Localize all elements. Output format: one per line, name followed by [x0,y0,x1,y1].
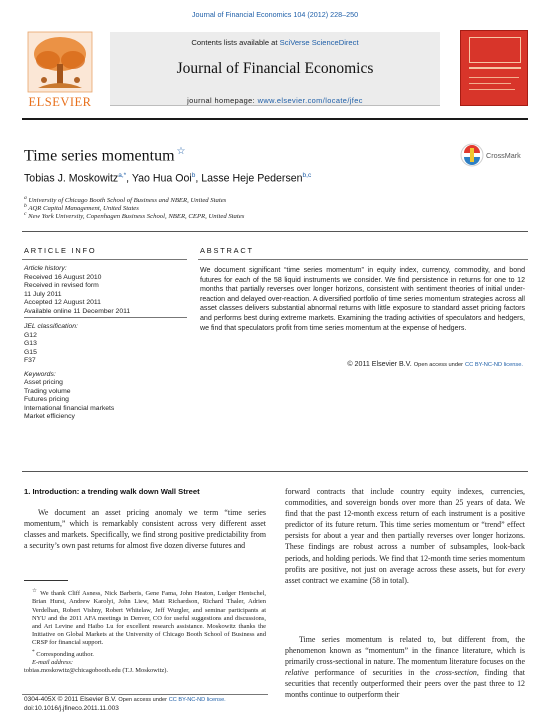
article-info-heading: ARTICLE INFO [24,246,97,255]
divider [198,259,528,260]
license-link[interactable]: CC BY-NC-ND license. [168,697,226,703]
jel-code: G13 [24,340,37,347]
article-info-panel [24,265,187,422]
paper-title [24,146,185,165]
affiliation-c [24,211,244,220]
footnote-divider [24,580,68,581]
cover-line [469,89,515,90]
affiliation-mark: a [24,195,27,201]
acknowledgment-footnote [24,587,266,648]
corresponding-author-note [24,648,266,659]
footnote-marker: * [32,648,35,655]
author-name[interactable]: Yao Hua Ooi [131,172,192,185]
cover-rule [469,67,521,69]
divider [22,231,528,232]
elsevier-wordmark: ELSEVIER [28,95,92,109]
contents-line [110,38,440,47]
open-access-prefix: Open access under [118,697,167,703]
copyright-text: © 2011 Elsevier B.V. [347,360,412,368]
divider [22,471,528,472]
author-name[interactable]: Lasse Heje Pedersen [201,172,303,185]
abstract-heading: ABSTRACT [200,246,254,255]
abstract-text: We document significant “time series momentum” in equity index, currency, commodity, and bond futures for [200,267,525,284]
keyword: Futures pricing [24,396,69,403]
cover-line [469,83,511,84]
affiliation-text: New York University, Copenhagen Business School, NBER, CEPR, United States [28,213,245,221]
sciencedirect-link[interactable]: SciVerse ScienceDirect [279,38,359,47]
jel-code: G15 [24,348,37,356]
journal-title: Journal of Financial Economics [176,60,374,77]
email-label: E-mail address: [32,658,74,666]
open-access-prefix: Open access under [413,362,464,368]
body-emphasis: cross-section [435,668,477,678]
body-emphasis: every [507,564,525,574]
divider [22,694,268,695]
intro-section-heading: 1. Introduction: a trending walk down Wall Street [24,487,200,496]
abstract-emphasis: each [235,276,251,284]
cover-title-box [469,37,521,63]
contents-prefix: Contents lists available at [191,38,278,47]
cover-line [469,77,519,78]
author-list: Tobias J. Moskowitz$^{a,*}$, Yao Hua Ooi$^b$, Lasse Heje Pedersen$^{b,c}$ [24,172,312,185]
journal-homepage-link[interactable]: www.elsevier.com/locate/jfec [257,96,363,105]
keyword: Asset pricing [24,379,63,386]
jel-label: JEL classification: [24,323,78,330]
abstract-body [200,266,525,333]
footnote-text: Corresponding author. [36,650,94,658]
author-affiliation-marker[interactable]: b [191,172,196,179]
body-paragraph [285,486,525,586]
history-item: 11 July 2011 [24,290,62,298]
issn-line [24,696,284,705]
doi[interactable]: doi:10.1016/j.jfineco.2011.11.003 [24,704,119,712]
author-name[interactable]: Tobias J. Moskowitz [24,172,119,185]
body-text: performance of securities in the [308,668,436,678]
copyright-line [200,360,523,368]
body-emphasis: relative [285,668,309,678]
footnote-marker: ☆ [32,588,38,594]
history-item: Received 16 August 2010 [24,273,102,281]
footnote-text: We thank Cliff Asness, Nick Barberis, Gene Fama, John Heaton, Ludger Hentschel, Brian Hurst, Andrew Karolyi, John Liew, Matt Richardson, Richard Thaler, Adrien Verdelhan, Robert Vishny, Robert Whitelaw, Jeff Wurgler, and seminar participants at NYU and the 2011 AFA meetings in Denver, CO for useful suggestions and discussions, and Ari Levine and Haibo Lu for excellent research assistance. Moskowitz thanks the Initiative on Global Markets at the University of Chicago Booth School of Business and CRSP for financial support. [32,590,266,647]
affiliation-text: University of Chicago Booth School of Business and NBER, United States [28,197,227,205]
affiliation-mark: c [24,211,27,217]
jel-code: G12 [24,331,37,339]
paper-title-text: Time series momentum [24,147,175,165]
homepage-line [110,96,440,105]
history-item: Available online 11 December 2011 [24,308,187,319]
publication-info [24,696,284,713]
affiliation-mark: b [24,203,27,209]
history-item: Received in revised form [24,282,99,289]
intro-paragraph: We document an asset pricing anomaly we term “time series momentum,” which is remarkably consistent across very different asset classes and markets. Specifically, we find strong positive predictability from a security’s own past returns for almost five dozen diverse futures and [24,508,266,551]
body-paragraph [285,634,525,701]
journal-cover-thumbnail[interactable] [460,30,528,106]
title-footnote-marker[interactable]: ☆ [176,146,186,157]
keyword: Market efficiency [24,413,75,420]
affiliation-text: AQR Capital Management, United States [28,205,139,213]
masthead-rule [22,118,528,120]
author-affiliation-marker[interactable]: a,* [118,172,127,179]
abstract-text: of the 58 liquid instruments we consider. We find persistence in returns for one to 12 months that partially reverses over longer horizons, consistent with sentiment theories of initial under-reaction and delayed over-reaction. A diversified portfolio of time series momentum strategies across all asset classes delivers substantial abnormal returns with little exposure to standard asset pricing factors and performs best during extreme markets. Examining the trading activities of speculators and hedgers, we find that speculators profit from time series momentum at the expense of hedgers. [200,276,525,332]
license-link[interactable]: CC BY-NC-ND license. [465,362,523,368]
body-text: forward contracts that include country equity indexes, currencies, commodities, and sovereign bonds over more than 25 years of data. We find that the past 12-month excess return of each instrument is a positive predictor of its future return. This time series momentum or “trend” effect persists for about a year and then partially reverses over longer horizons. These findings are robust across a number of subsamples, look-back periods, and holding periods. We find that 12-month time series momentum profits are positive, not just on average across these assets, but for [285,487,525,574]
footnotes [24,587,266,675]
body-text: Time series momentum is related to, but different from, the phenomenon known as “momentum” in the finance literature, which is primarily cross-sectional in nature. The momentum literature focuses on the [285,635,525,667]
keywords-label: Keywords: [24,370,56,378]
keyword: International financial markets [24,404,115,412]
author-affiliation-marker[interactable]: b,c [302,172,312,179]
divider [22,259,187,260]
journal-reference[interactable]: Journal of Financial Economics 104 (2012) 228–250 [191,10,359,19]
keyword: Trading volume [24,387,71,395]
history-item: Accepted 12 August 2011 [24,299,101,306]
jel-code: F37 [24,357,36,364]
homepage-prefix: journal homepage: [187,96,256,105]
crossmark-label[interactable]: CrossMark [486,151,521,160]
issn-text: 0304-405X © 2011 Elsevier B.V. [24,696,117,703]
body-text: asset contract we examine (58 in total). [285,575,409,585]
email-address[interactable]: tobias.moskowitz@chicagobooth.edu (T.J. Moskowitz). [24,667,169,675]
body-text: , finding that securities that recently outperformed their peers over the past three to 12 months continue to outperform their [285,668,525,700]
history-label: Article history: [24,265,67,272]
